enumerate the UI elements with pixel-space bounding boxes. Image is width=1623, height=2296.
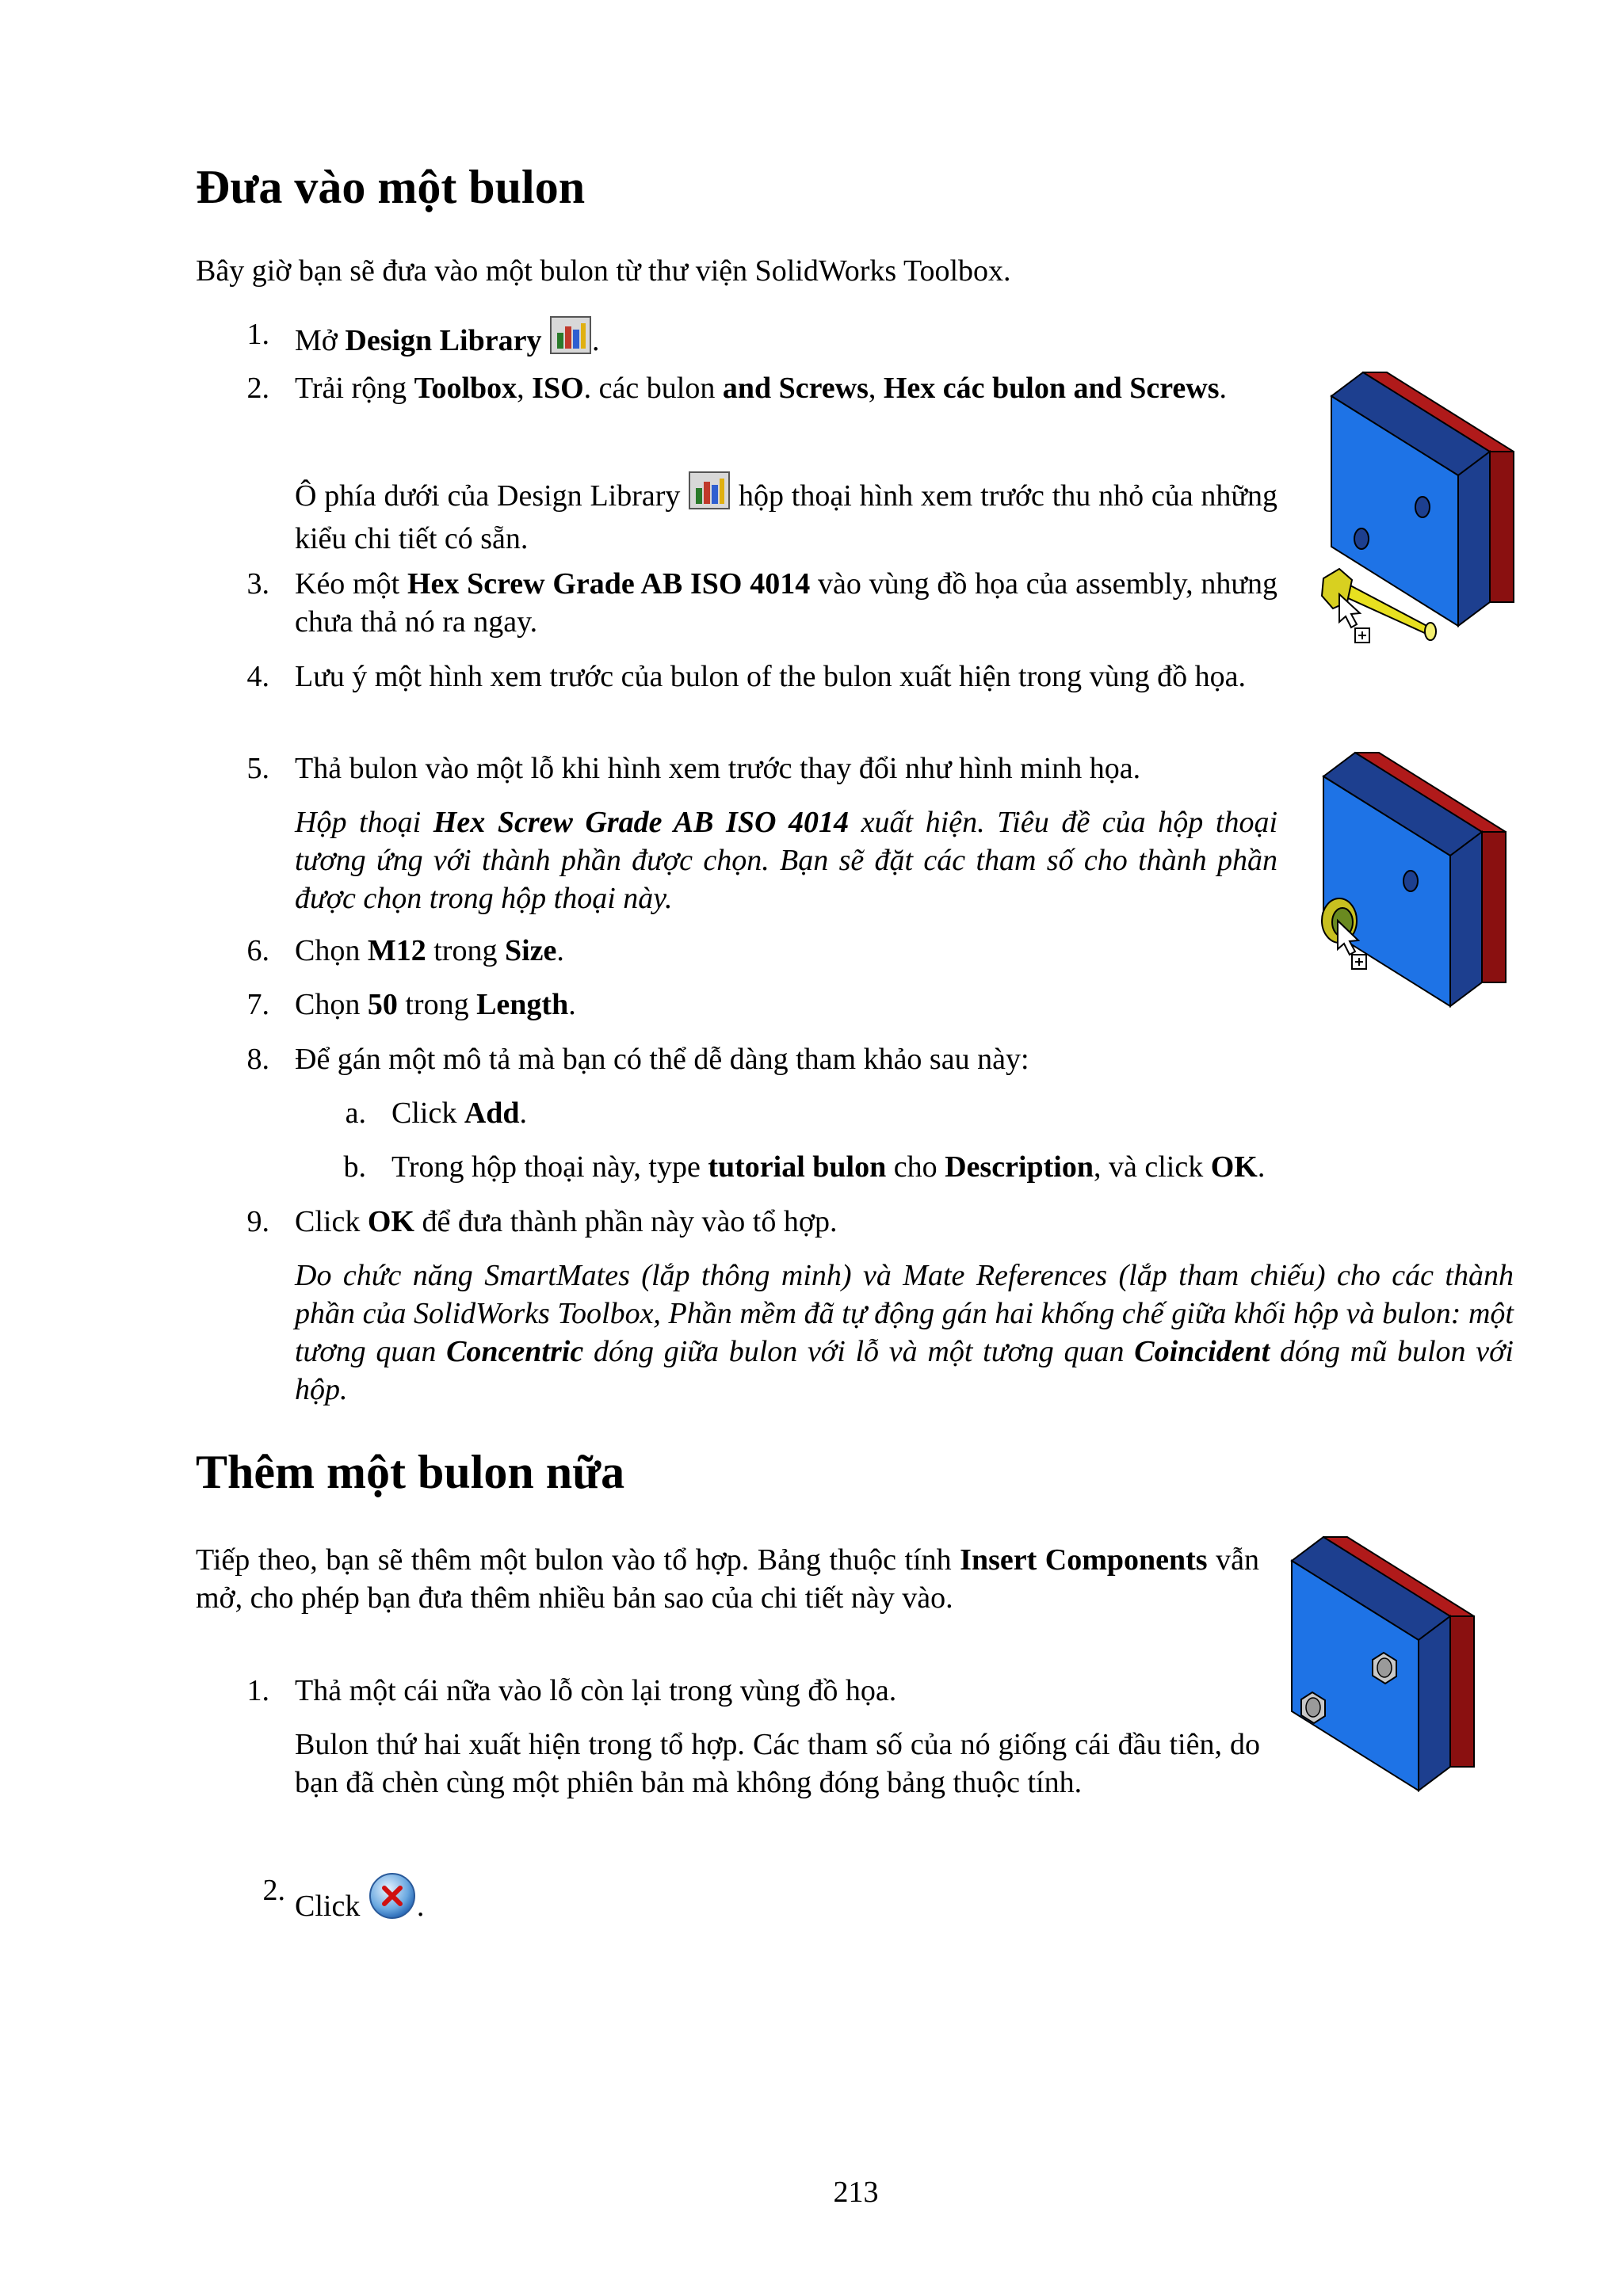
block-figure	[1316, 364, 1529, 677]
design-library-icon	[688, 471, 731, 520]
substep-letter: a.	[345, 1097, 366, 1130]
intro-paragraph: Bây giờ bạn sẽ đưa vào một bulon từ thư viện SolidWorks Toolbox.	[196, 254, 1011, 288]
step-2-note: Ô phía dưới của Design Library hộp thoại hình xem trước thu nhỏ của những kiểu chi tiết có sẵn.	[295, 471, 1277, 558]
step-4: Lưu ý một hình xem trước của bulon of the bulon xuất hiện trong vùng đồ họa.	[295, 660, 1247, 693]
step-number: 1.	[246, 318, 269, 351]
section-title: Đưa vào một bulon	[196, 161, 586, 213]
step-1: Thả một cái nữa vào lỗ còn lại trong vùng đồ họa.	[295, 1674, 897, 1707]
step-8: Để gán một mô tả mà bạn có thể dễ dàng tham khảo sau này:	[295, 1043, 1029, 1076]
step-number: 3.	[246, 567, 269, 601]
block-figure	[1276, 1529, 1490, 1802]
intro-paragraph: Tiếp theo, bạn sẽ thêm một bulon vào tổ hợp. Bảng thuộc tính Insert Components vẫn mở, cho phép bạn đưa thêm nhiều bản sao của chi tiết này vào.	[196, 1543, 1260, 1615]
section-title: Thêm một bulon nữa	[196, 1446, 625, 1498]
step-number: 9.	[246, 1205, 269, 1238]
block-figure	[1300, 745, 1522, 1018]
step-5: Thả bulon vào một lỗ khi hình xem trước thay đổi như hình minh họa.	[295, 752, 1141, 785]
step-2: Trải rộng Toolbox, ISO. các bulon and Screws, Hex các bulon and Screws.	[295, 372, 1228, 405]
step-9: Click OK để đưa thành phần này vào tổ hợp.	[295, 1205, 838, 1238]
substep-b: Trong hộp thoại này, type tutorial bulon cho Description, và click OK.	[391, 1150, 1266, 1184]
step-number: 5.	[246, 752, 269, 785]
step-1-note: Bulon thứ hai xuất hiện trong tổ hợp. Các tham số của nó giống cái đầu tiên, do bạn đã chèn cùng một phiên bản mà không đóng bảng thuộc tính.	[295, 1728, 1260, 1799]
substep-a: Click Add.	[391, 1097, 528, 1130]
step-number: 2.	[246, 372, 269, 405]
step-number: 1.	[246, 1674, 269, 1707]
step-number: 8.	[246, 1043, 269, 1076]
step-1: Mở Design Library .	[295, 315, 1285, 364]
step-2: Click .	[295, 1871, 612, 1930]
step-number: 2.	[262, 1874, 285, 1907]
step-9-note: Do chức năng SmartMates (lắp thông minh) và Mate References (lắp tham chiếu) cho các thành phần của SolidWorks Toolbox, Phần mềm đã tự động gán hai khống chế giữa khối hộp và bulon: một tương quan Concentric dóng giữa bulon với lỗ và một tương quan Coincident dóng mũ bulon với hộp.	[295, 1259, 1514, 1406]
step-5-note: Hộp thoại Hex Screw Grade AB ISO 4014 xuất hiện. Tiêu đề của hộp thoại tương ứng với thành phần được chọn. Bạn sẽ đặt các tham số cho thành phần được chọn trong hộp thoại này.	[295, 806, 1278, 915]
page-number: 213	[833, 2176, 879, 2209]
design-library-icon	[549, 315, 592, 364]
step-number: 6.	[246, 934, 269, 967]
step-6: Chọn M12 trong Size.	[295, 934, 564, 967]
step-number: 7.	[246, 988, 269, 1021]
close-icon	[368, 1871, 417, 1930]
step-7: Chọn 50 trong Length.	[295, 988, 576, 1021]
step-number: 4.	[246, 660, 269, 693]
substep-letter: b.	[343, 1150, 366, 1184]
step-3: Kéo một Hex Screw Grade AB ISO 4014 vào vùng đồ họa của assembly, nhưng chưa thả nó ra ngay.	[295, 567, 1277, 639]
